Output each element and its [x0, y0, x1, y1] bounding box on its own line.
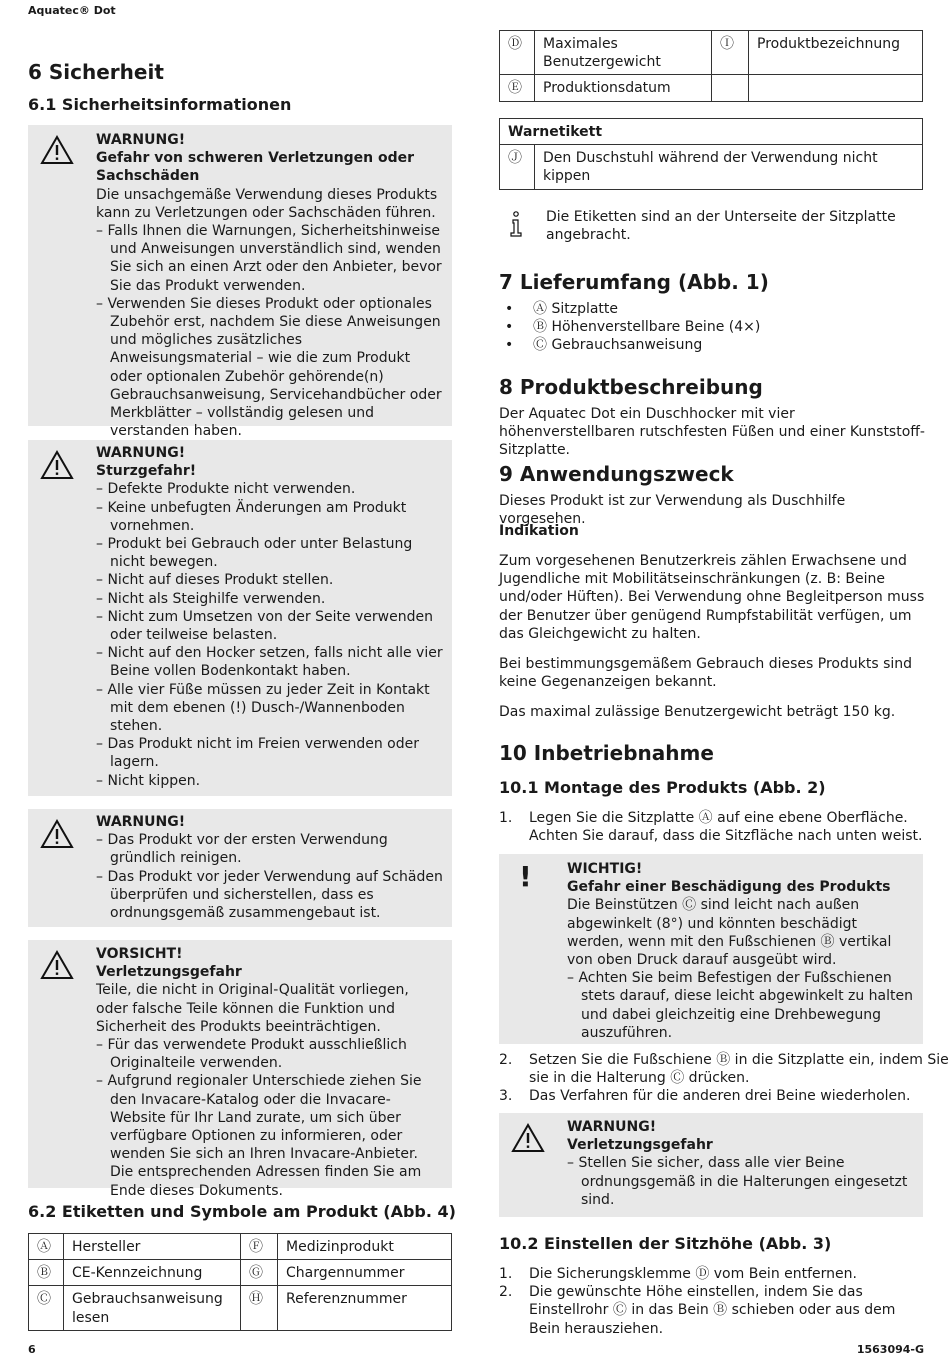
- warning-text: Die unsachgemäße Verwendung dieses Produkts kann zu Verletzungen oder Sachschäden führen.: [96, 186, 438, 221]
- section-10-title: 10 Inbetriebnahme: [499, 741, 714, 765]
- warning-title: Gefahr von schweren Verletzungen oder Sachschäden: [96, 150, 415, 185]
- warning-head: WARNUNG!: [96, 132, 186, 148]
- section-6-2-title: 6.2 Etiketten und Symbole am Produkt (Abb. 4): [28, 1202, 456, 1221]
- important-text: Die Beinstützen Ⓒ sind leicht nach außen abgewinkelt (8°) und könnten beschädigt werden, wenn mit den Fußschienen Ⓑ vertikal von oben Druck darauf ausgeübt wird.: [567, 897, 892, 969]
- warning-triangle-icon: [40, 950, 74, 980]
- indication-p3: Das maximal zulässige Benutzergewicht beträgt 150 kg.: [499, 704, 896, 720]
- warning-triangle-icon: [511, 1123, 545, 1153]
- list-item: • Ⓑ Höhenverstellbare Beine (4×): [505, 319, 761, 336]
- important-box: [499, 854, 923, 1044]
- list-item: • Ⓒ Gebrauchsanweisung: [505, 337, 703, 354]
- table-row: [500, 31, 923, 75]
- label-key: Ⓙ: [500, 145, 535, 189]
- step-item: 1. Die Sicherungsklemme Ⓓ vom Bein entfernen.: [499, 1266, 857, 1282]
- warning-head: WARNUNG!: [96, 445, 186, 461]
- label-value: [749, 75, 923, 101]
- section-8-text: Der Aquatec Dot ein Duschhocker mit vier höhenverstellbaren rutschfesten Füßen und einer Kunststoff-Sitzplatte.: [499, 406, 925, 459]
- warning-item: – Nicht kippen.: [96, 772, 444, 790]
- warning-item: – Keine unbefugten Änderungen am Produkt vornehmen.: [96, 499, 444, 535]
- table-row: [29, 1234, 452, 1260]
- section-10-2-title: 10.2 Einstellen der Sitzhöhe (Abb. 3): [499, 1234, 832, 1253]
- warning-triangle-icon: [40, 135, 74, 165]
- section-7-title: 7 Lieferumfang (Abb. 1): [499, 270, 769, 294]
- label-key: Ⓒ: [29, 1286, 64, 1330]
- warning-box-assembly: [499, 1113, 923, 1217]
- page-number: 6: [28, 1343, 36, 1356]
- label-value: Chargennummer: [278, 1260, 452, 1286]
- list-item: • Ⓐ Sitzplatte: [505, 301, 619, 317]
- warning-title: Verletzungsgefahr: [567, 1137, 713, 1154]
- exclamation-icon: !: [519, 860, 532, 893]
- info-note: Die Etiketten sind an der Unterseite der Sitzplatte angebracht.: [546, 209, 896, 244]
- table-row: [500, 145, 923, 189]
- warning-item: – Nicht als Steighilfe verwenden.: [96, 590, 444, 608]
- warning-item: – Falls Ihnen die Warnungen, Sicherheitshinweise und Anweisungen unverständlich sind, wenden Sie sich an einen Arzt oder den Anbieter, bevor Sie das Produkt verwenden.: [96, 222, 444, 295]
- section-9-title: 9 Anwendungszweck: [499, 462, 734, 486]
- warning-label-table: [499, 118, 923, 190]
- section-10-1-title: 10.1 Montage des Produkts (Abb. 2): [499, 778, 826, 797]
- label-key: Ⓓ: [500, 31, 535, 75]
- warning-item: – Nicht auf den Hocker setzen, falls nicht alle vier Beine vollen Bodenkontakt haben.: [96, 644, 444, 680]
- label-value: Medizinprodukt: [278, 1234, 452, 1260]
- warning-head: WARNUNG!: [567, 1119, 657, 1135]
- warning-item: – Das Produkt vor jeder Verwendung auf Schäden überprüfen und sicherstellen, dass es ordnungsgemäß zusammengebaut ist.: [96, 868, 444, 923]
- warning-head: WARNUNG!: [96, 814, 186, 830]
- document-number: 1563094-G: [856, 1343, 924, 1356]
- labels-table-continued: [499, 30, 923, 102]
- indication-p1: Zum vorgesehenen Benutzerkreis zählen Erwachsene und Jugendliche mit Mobilitätseinschränkungen (z. B: Beine und/oder Hüften). Bei Verwendung ohne Begleitperson muss der Benutzer über genügend Rumpfstabilität verfügen, um das Gleichgewicht zu halten.: [499, 553, 925, 642]
- caution-title: Verletzungsgefahr: [96, 964, 242, 981]
- table-row: [29, 1260, 452, 1286]
- warning-item: – Nicht zum Umsetzen von der Seite verwenden oder teilweise belasten.: [96, 608, 444, 644]
- section-6-title: 6 Sicherheit: [28, 60, 164, 84]
- warning-triangle-icon: [40, 450, 74, 480]
- important-item: – Achten Sie beim Befestigen der Fußschienen stets darauf, diese leicht abgewinkelt zu halten und dabei gleichzeitig eine Drehbewegung auszuführen.: [567, 969, 915, 1042]
- section-6-1-title: 6.1 Sicherheitsinformationen: [28, 95, 292, 114]
- warning-item: – Verwenden Sie dieses Produkt oder optionales Zubehör erst, nachdem Sie diese Anweisungen und mögliches zusätzliches Anweisungsmaterial – wie die zum Produkt oder optionalen Zubehör gehörende(n) Gebrauchsanweisung, Servicehandbücher oder Merkblätter – vollständig gelesen und verstanden haben.: [96, 295, 444, 441]
- table-row: [29, 1286, 452, 1330]
- warning-item: – Produkt bei Gebrauch oder unter Belastung nicht bewegen.: [96, 535, 444, 571]
- label-key: Ⓕ: [241, 1234, 278, 1260]
- important-head: WICHTIG!: [567, 861, 643, 877]
- scope-of-delivery-list: [505, 300, 925, 355]
- indication-p2: Bei bestimmungsgemäßem Gebrauch dieses Produkts sind keine Gegenanzeigen bekannt.: [499, 656, 913, 691]
- label-value: Hersteller: [64, 1234, 241, 1260]
- label-value: Produktbezeichnung: [749, 31, 923, 75]
- label-key: Ⓑ: [29, 1260, 64, 1286]
- warning-item: – Alle vier Füße müssen zu jeder Zeit in Kontakt mit dem ebenen (!) Dusch-/Wannenboden stehen.: [96, 681, 444, 736]
- step-item: 2. Die gewünschte Höhe einstellen, indem Sie das Einstellrohr Ⓒ in das Bein Ⓑ schieben oder aus dem Bein herausziehen.: [499, 1284, 896, 1337]
- caution-box: [28, 940, 452, 1199]
- caution-item: – Für das verwendete Produkt ausschließlich Originalteile verwenden.: [96, 1036, 444, 1072]
- label-value: Maximales Benutzergewicht: [535, 31, 712, 75]
- label-key: Ⓗ: [241, 1286, 278, 1330]
- indication-head: Indikation: [499, 523, 579, 539]
- label-value: Referenznummer: [278, 1286, 452, 1330]
- warning-box-2: [28, 440, 452, 796]
- labels-table: [28, 1233, 452, 1331]
- warning-triangle-icon: [40, 819, 74, 849]
- label-value: Produktionsdatum: [535, 75, 712, 101]
- label-value: Den Duschstuhl während der Verwendung nicht kippen: [535, 145, 923, 189]
- warning-item: – Stellen Sie sicher, dass alle vier Beine ordnungsgemäß in die Halterungen eingesetzt sind.: [567, 1154, 915, 1209]
- seat-height-steps: [499, 1265, 925, 1338]
- caution-text: Teile, die nicht in Original-Qualität vorliegen, oder falsche Teile können die Funktion und Sicherheit des Produkts beeinträchtigen.: [96, 982, 409, 1035]
- caution-head: VORSICHT!: [96, 946, 183, 962]
- table-row: [500, 75, 923, 101]
- warning-title: Sturzgefahr!: [96, 463, 197, 480]
- warning-item: – Nicht auf dieses Produkt stellen.: [96, 571, 444, 589]
- label-value: Gebrauchsanweisung lesen: [64, 1286, 241, 1330]
- important-title: Gefahr einer Beschädigung des Produkts: [567, 879, 891, 896]
- table-row: [500, 119, 923, 145]
- section-9-text: Dieses Produkt ist zur Verwendung als Duschhilfe vorgesehen.: [499, 493, 846, 528]
- warning-item: – Das Produkt vor der ersten Verwendung gründlich reinigen.: [96, 831, 444, 867]
- label-key: Ⓘ: [712, 31, 749, 75]
- label-key: Ⓔ: [500, 75, 535, 101]
- label-key: Ⓖ: [241, 1260, 278, 1286]
- warning-box-1: [28, 125, 452, 440]
- section-8-title: 8 Produktbeschreibung: [499, 375, 763, 399]
- label-key: [712, 75, 749, 101]
- warning-label-head: Warnetikett: [500, 119, 923, 145]
- step-item: 1. Legen Sie die Sitzplatte Ⓐ auf eine ebene Oberfläche. Achten Sie darauf, dass die Sitzfläche nach unten weist.: [499, 810, 923, 845]
- info-icon: [508, 211, 524, 237]
- caution-item: – Aufgrund regionaler Unterschiede ziehen Sie den Invacare-Katalog oder die Invacare-Website für Ihr Land zurate, um sich über verfügbare Optionen zu informieren, oder wenden Sie sich an Ihren Invacare-Anbieter. Die entsprechenden Adressen finden Sie am Ende dieses Dokuments.: [96, 1072, 444, 1199]
- step-item: 3. Das Verfahren für die anderen drei Beine wiederholen.: [499, 1088, 911, 1104]
- document-header: Aquatec® Dot: [28, 4, 116, 17]
- warning-item: – Defekte Produkte nicht verwenden.: [96, 480, 444, 498]
- label-key: Ⓐ: [29, 1234, 64, 1260]
- step-item: 2. Setzen Sie die Fußschiene Ⓑ in die Sitzplatte ein, indem Sie sie in die Halterung Ⓒ drücken.: [499, 1052, 949, 1087]
- warning-item: – Das Produkt nicht im Freien verwenden oder lagern.: [96, 735, 444, 771]
- label-value: CE-Kennzeichnung: [64, 1260, 241, 1286]
- warning-box-3: [28, 809, 452, 927]
